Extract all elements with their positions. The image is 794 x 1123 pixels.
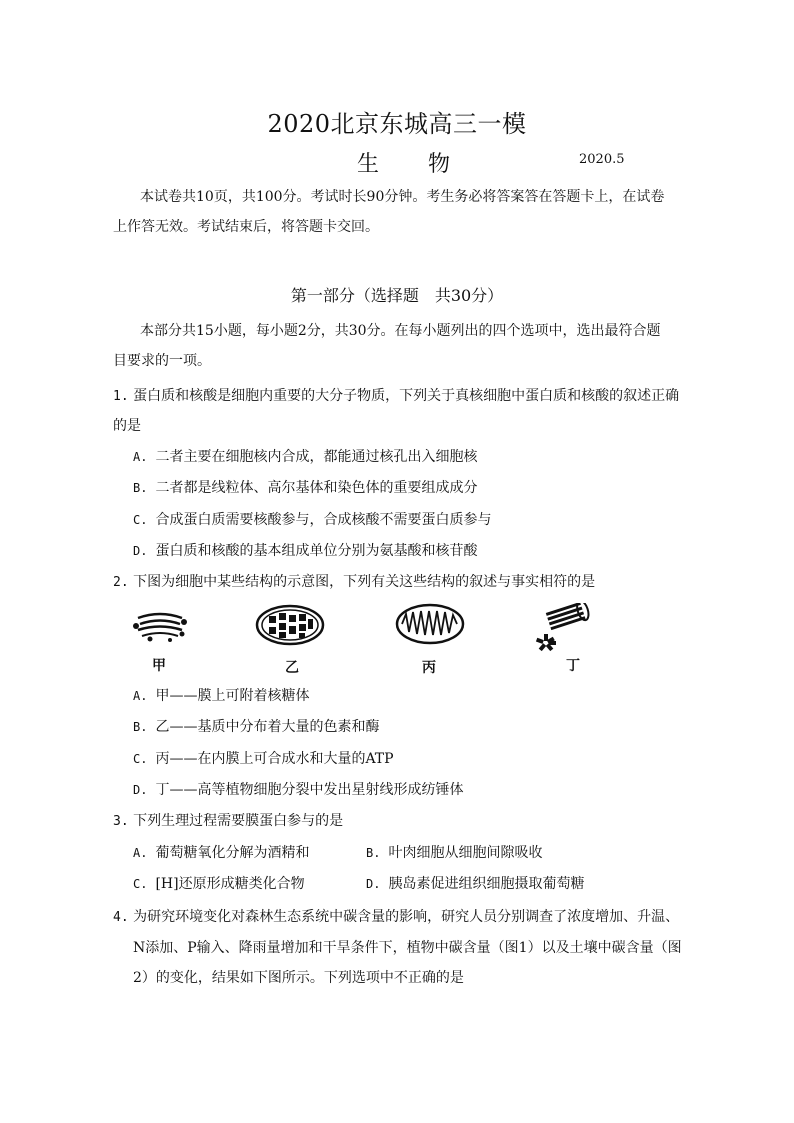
mitochondrion-icon	[394, 602, 466, 646]
option-letter: A.	[133, 450, 148, 464]
question-4-stem-line-2: N添加、P输入、降雨量增加和干旱条件下，植物中碳含量（图1）以及土壤中碳含量（图	[133, 940, 682, 956]
option-letter: C.	[133, 752, 148, 766]
option-letter: D.	[366, 877, 381, 891]
question-4-stem-line-3: 2）的变化，结果如下图所示。下列选项中不正确的是	[133, 970, 464, 986]
intro-line-1: 本试卷共10页，共100分。考试时长90分钟。考生务必将答案答在答题卡上，在试卷	[140, 189, 665, 205]
exam-title: 2020北京东城高三一模	[267, 110, 527, 138]
exam-date: 2020.5	[579, 152, 625, 167]
intro-line-2: 上作答无效。考试结束后，将答题卡交回。	[113, 219, 379, 235]
question-2-stem	[113, 571, 595, 591]
question-stem-text: 为研究环境变化对森林生态系统中碳含量的影响，研究人员分别调查了浓度增加、升温、	[133, 909, 680, 925]
option-text: 蛋白质和核酸的基本组成单位分别为氨基酸和核苷酸	[155, 543, 478, 559]
option-text: 二者主要在细胞核内合成，都能通过核孔出入细胞核	[155, 449, 478, 465]
section-desc-line-1: 本部分共15小题，每小题2分，共30分。在每小题列出的四个选项中，选出最符合题	[140, 323, 661, 339]
figure-label-ding: 丁	[566, 658, 580, 674]
option-text: 叶肉细胞从细胞间隙吸收	[388, 845, 543, 861]
figure-label-bing: 丙	[422, 660, 436, 676]
figure-label-jia: 甲	[152, 658, 166, 674]
option-letter: B.	[133, 481, 148, 495]
option-text: 甲——膜上可附着核糖体	[155, 688, 310, 704]
option-letter: B.	[366, 846, 381, 860]
question-number: 4.	[113, 910, 129, 925]
question-stem-text: 蛋白质和核酸是细胞内重要的大分子物质，下列关于真核细胞中蛋白质和核酸的叙述正确	[133, 388, 680, 404]
chloroplast-icon	[254, 603, 326, 647]
q1-option-a[interactable]	[133, 446, 477, 466]
question-number: 1.	[113, 389, 129, 404]
option-text: 葡萄糖氧化分解为酒精和	[155, 845, 310, 861]
option-text: 丙——在内膜上可合成水和大量的ATP	[155, 751, 394, 767]
q3-option-d[interactable]	[366, 873, 584, 893]
option-text: 丁——高等植物细胞分裂中发出星射线形成纺锤体	[155, 782, 464, 798]
question-3-stem	[113, 810, 343, 830]
q3-option-c[interactable]	[133, 873, 305, 893]
question-stem-text: 下列生理过程需要膜蛋白参与的是	[133, 813, 344, 829]
q1-option-b[interactable]	[133, 477, 477, 497]
option-letter: A.	[133, 689, 148, 703]
option-text: 合成蛋白质需要核酸参与，合成核酸不需要蛋白质参与	[155, 512, 492, 528]
question-4-stem	[113, 906, 679, 926]
question-1-stem-cont: 的是	[113, 418, 141, 434]
subject-char-1: 生	[357, 152, 380, 177]
q2-option-a[interactable]	[133, 685, 309, 705]
q2-option-b[interactable]	[133, 716, 379, 736]
option-text: 乙——基质中分布着大量的色素和酶	[155, 719, 380, 735]
option-letter: C.	[133, 877, 148, 891]
option-letter: A.	[133, 846, 148, 860]
figure-label-yi: 乙	[285, 660, 299, 676]
option-letter: D.	[133, 544, 148, 558]
option-text: 二者都是线粒体、高尔基体和染色体的重要组成成分	[155, 480, 478, 496]
option-text: [H]还原形成糖类化合物	[155, 876, 305, 892]
question-stem-text: 下图为细胞中某些结构的示意图，下列有关这些结构的叙述与事实相符的是	[133, 574, 596, 590]
q3-option-b[interactable]	[366, 842, 542, 862]
q2-option-c[interactable]	[133, 748, 394, 768]
option-letter: B.	[133, 720, 148, 734]
golgi-apparatus-icon	[130, 608, 190, 644]
centriole-icon	[530, 603, 594, 657]
q1-option-d[interactable]	[133, 540, 477, 560]
subject-char-2: 物	[428, 152, 451, 177]
question-1-stem	[113, 385, 679, 405]
section-title: 第一部分（选择题 共30分）	[290, 286, 504, 305]
section-desc-line-2: 目要求的一项。	[113, 353, 211, 369]
question-number: 3.	[113, 814, 129, 829]
option-letter: D.	[133, 783, 148, 797]
q1-option-c[interactable]	[133, 509, 491, 529]
q3-option-a[interactable]	[133, 842, 309, 862]
option-letter: C.	[133, 513, 148, 527]
q2-option-d[interactable]	[133, 779, 463, 799]
question-number: 2.	[113, 575, 129, 590]
option-text: 胰岛素促进组织细胞摄取葡萄糖	[388, 876, 585, 892]
